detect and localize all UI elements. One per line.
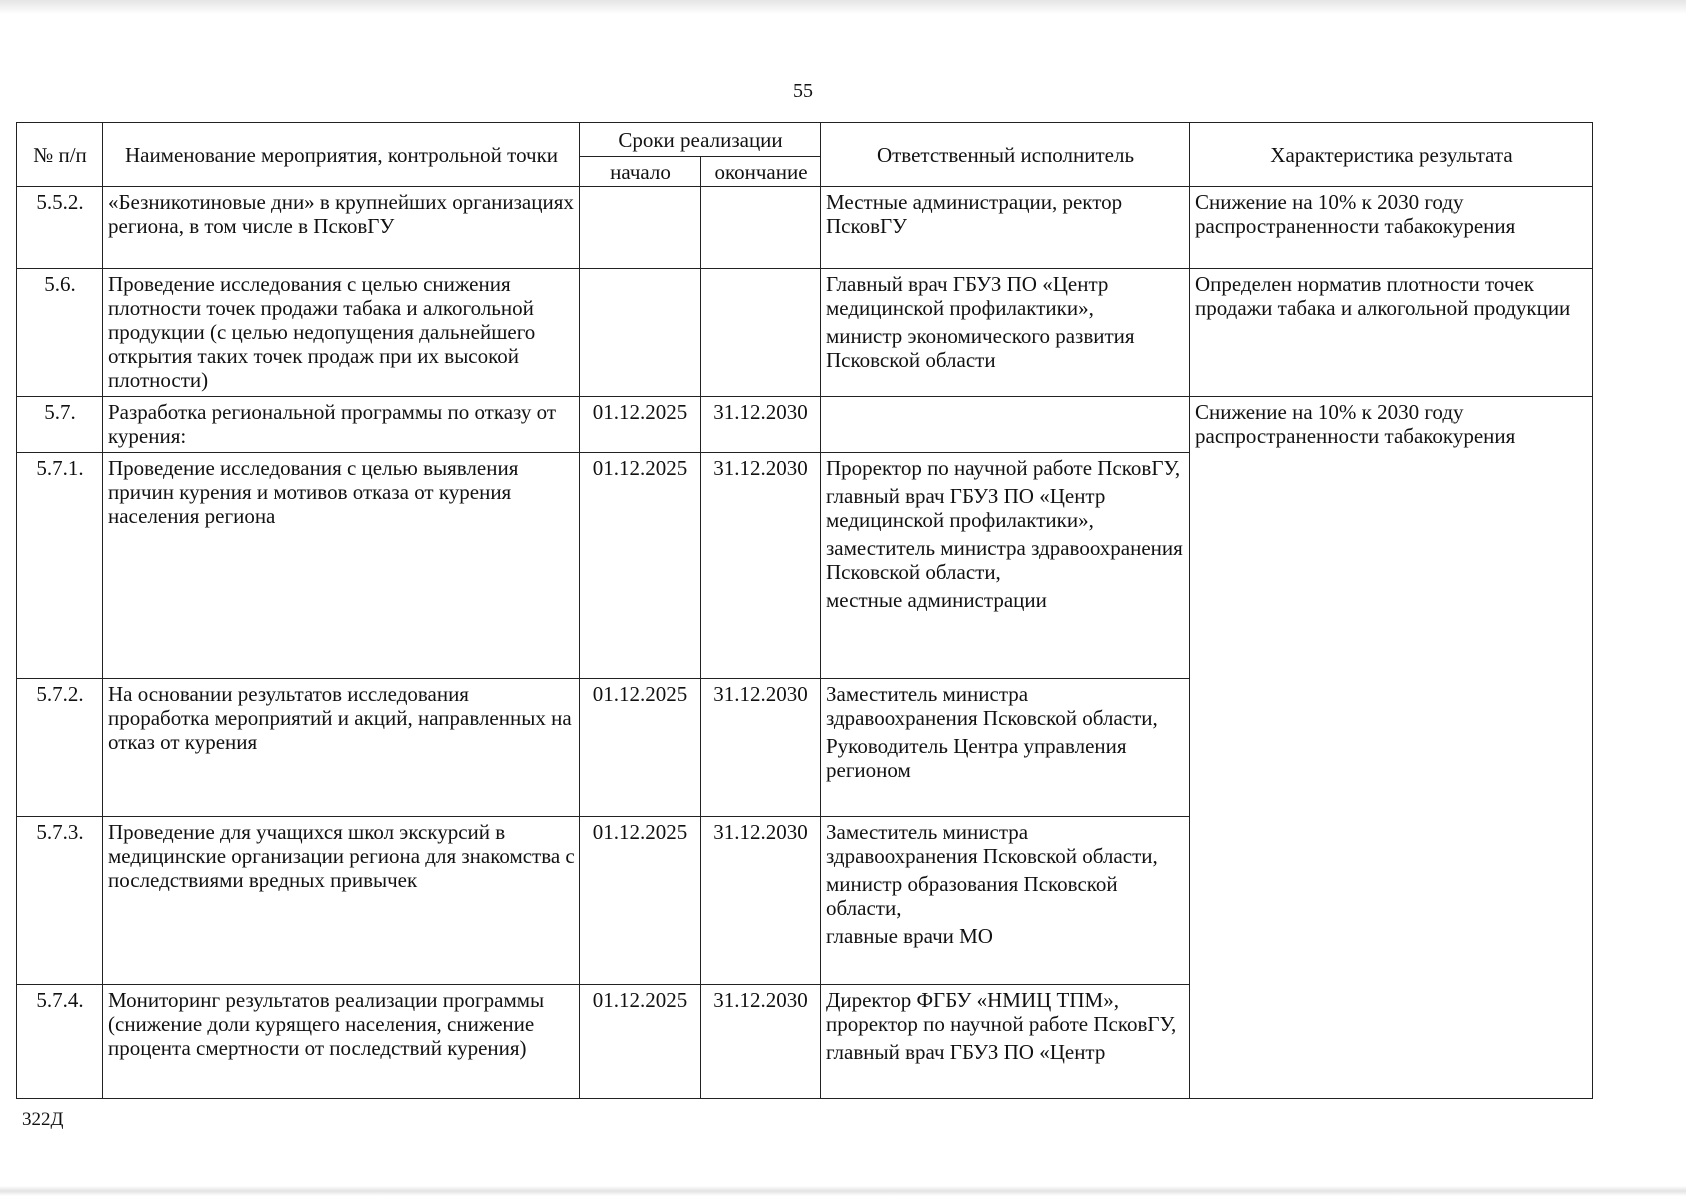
responsible-line: главный врач ГБУЗ ПО «Центр медицинской профилактики», xyxy=(826,484,1106,532)
row-name: Проведение для учащихся школ экскурсий в медицинские организации региона для знакомства с последствиями вредных привычек xyxy=(103,817,580,985)
responsible-line: Руководитель Центра управления регионом xyxy=(826,734,1127,782)
row-responsible xyxy=(821,397,1190,453)
row-end xyxy=(701,269,821,397)
row-name: «Безникотиновые дни» в крупнейших организациях региона, в том числе в ПсковГУ xyxy=(103,187,580,269)
row-responsible xyxy=(821,985,1190,1099)
row-start: 01.12.2025 xyxy=(580,817,701,985)
table-row xyxy=(17,397,1593,453)
row-num: 5.7. xyxy=(17,397,103,453)
responsible-line: Директор ФГБУ «НМИЦ ТПМ», проректор по научной работе ПсковГУ, xyxy=(826,988,1177,1036)
row-num: 5.7.3. xyxy=(17,817,103,985)
row-end: 31.12.2030 xyxy=(701,985,821,1099)
activities-table xyxy=(16,122,1593,1099)
row-result: Снижение на 10% к 2030 году распространенности табакокурения xyxy=(1190,187,1593,269)
responsible-line: Заместитель министра здравоохранения Псковской области, xyxy=(826,820,1158,868)
row-responsible xyxy=(821,269,1190,397)
header-name: Наименование мероприятия, контрольной точки xyxy=(103,123,580,187)
row-name: Мониторинг результатов реализации программы (снижение доли курящего населения, снижение процента смертности от последствий курения) xyxy=(103,985,580,1099)
row-num: 5.7.2. xyxy=(17,679,103,817)
header-terms: Сроки реализации xyxy=(580,123,821,157)
row-name: Разработка региональной программы по отказу от курения: xyxy=(103,397,580,453)
table-row xyxy=(17,187,1593,269)
row-start: 01.12.2025 xyxy=(580,453,701,679)
row-start: 01.12.2025 xyxy=(580,397,701,453)
row-result-merged: Снижение на 10% к 2030 году распространенности табакокурения xyxy=(1190,397,1593,1099)
responsible-line: местные администрации xyxy=(826,588,1047,612)
row-start xyxy=(580,187,701,269)
scan-edge-top xyxy=(0,0,1686,14)
header-row xyxy=(17,123,1593,157)
row-responsible xyxy=(821,187,1190,269)
responsible-line: Местные администрации, ректор ПсковГУ xyxy=(826,190,1123,238)
header-responsible: Ответственный исполнитель xyxy=(821,123,1190,187)
row-start xyxy=(580,269,701,397)
row-num: 5.5.2. xyxy=(17,187,103,269)
header-start: начало xyxy=(580,157,701,187)
row-num: 5.6. xyxy=(17,269,103,397)
row-result: Определен норматив плотности точек продажи табака и алкогольной продукции xyxy=(1190,269,1593,397)
responsible-line: заместитель министра здравоохранения Псковской области, xyxy=(826,536,1183,584)
row-num: 5.7.1. xyxy=(17,453,103,679)
document-code: 322Д xyxy=(22,1109,64,1130)
header-end: окончание xyxy=(701,157,821,187)
table-row xyxy=(17,269,1593,397)
page-number: 55 xyxy=(793,80,813,102)
responsible-line: министр экономического развития Псковской области xyxy=(826,324,1135,372)
responsible-line: Заместитель министра здравоохранения Псковской области, xyxy=(826,682,1158,730)
row-end: 31.12.2030 xyxy=(701,453,821,679)
row-responsible xyxy=(821,453,1190,679)
responsible-line: главные врачи МО xyxy=(826,924,993,948)
responsible-line: министр образования Псковской области, xyxy=(826,872,1118,920)
row-responsible xyxy=(821,817,1190,985)
row-start: 01.12.2025 xyxy=(580,679,701,817)
row-start: 01.12.2025 xyxy=(580,985,701,1099)
row-end: 31.12.2030 xyxy=(701,679,821,817)
row-name: На основании результатов исследования проработка мероприятий и акций, направленных на отказ от курения xyxy=(103,679,580,817)
row-name: Проведение исследования с целью выявления причин курения и мотивов отказа от курения населения региона xyxy=(103,453,580,679)
responsible-line: Проректор по научной работе ПсковГУ, xyxy=(826,456,1181,480)
row-end: 31.12.2030 xyxy=(701,397,821,453)
scan-edge-bottom xyxy=(0,1186,1686,1196)
row-end: 31.12.2030 xyxy=(701,817,821,985)
responsible-line: Главный врач ГБУЗ ПО «Центр медицинской профилактики», xyxy=(826,272,1109,320)
row-responsible xyxy=(821,679,1190,817)
header-num: № п/п xyxy=(17,123,103,187)
row-num: 5.7.4. xyxy=(17,985,103,1099)
header-result: Характеристика результата xyxy=(1190,123,1593,187)
responsible-line: главный врач ГБУЗ ПО «Центр xyxy=(826,1040,1106,1064)
row-name: Проведение исследования с целью снижения плотности точек продажи табака и алкогольной продукции (с целью недопущения дальнейшего открытия таких точек продаж при их высокой плотности) xyxy=(103,269,580,397)
row-end xyxy=(701,187,821,269)
